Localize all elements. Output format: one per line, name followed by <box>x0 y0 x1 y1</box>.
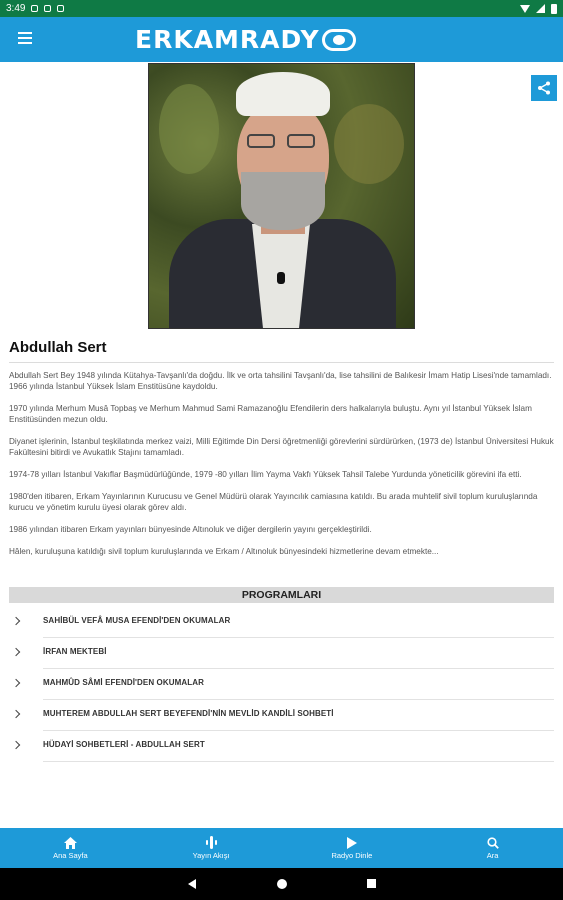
home-button[interactable] <box>277 879 287 889</box>
bio-paragraph: 1980'den itibaren, Erkam Yayınlarının Kurucusu ve Genel Müdürü olarak Yayıncılık camiasına katıldı. Bu arada muhtelif sivil toplum kuruluşlarında kurucu ve yönetim kurulu üyesi olarak görev aldı. <box>9 492 538 512</box>
program-item[interactable] <box>9 638 554 669</box>
home-icon <box>64 837 77 849</box>
bio-paragraph: 1974-78 yılları İstanbul Vakıflar Başmüdürlüğünde, 1979 -80 yılları İlim Yayma Vakfı Yüksek Tahsil Talebe Yurdunda yöneticilik görevini ifa etti. <box>9 470 522 479</box>
wifi-icon <box>520 5 530 13</box>
program-label: SAHİBÜL VEFÂ MUSA EFENDİ'DEN OKUMALAR <box>43 616 231 625</box>
clock: 3:49 <box>6 3 26 14</box>
nav-schedule[interactable] <box>141 828 282 868</box>
nav-listen[interactable] <box>282 828 423 868</box>
chevron-right-icon <box>12 710 20 718</box>
system-navigation-bar <box>0 868 563 900</box>
broadcast-icon <box>205 836 218 849</box>
program-label: MAHMÛD SÂMİ EFENDİ'DEN OKUMALAR <box>43 678 204 687</box>
program-item[interactable] <box>9 607 554 638</box>
back-button[interactable] <box>188 879 196 889</box>
program-item[interactable] <box>9 731 554 762</box>
programs-header: PROGRAMLARI <box>9 587 554 603</box>
search-icon <box>487 837 499 849</box>
chevron-right-icon <box>12 741 20 749</box>
app-logo[interactable] <box>135 25 430 55</box>
program-item[interactable] <box>9 669 554 700</box>
chevron-right-icon <box>12 617 20 625</box>
status-bar-right <box>520 4 557 14</box>
app-bar <box>0 17 563 62</box>
nav-home[interactable] <box>0 828 141 868</box>
program-item[interactable] <box>9 700 554 731</box>
divider <box>9 362 554 363</box>
notification-icon <box>44 5 51 12</box>
play-icon <box>347 837 357 849</box>
program-label: İRFAN MEKTEBİ <box>43 647 107 656</box>
programs-list <box>9 607 554 762</box>
menu-button[interactable] <box>18 32 32 44</box>
notification-icon <box>57 5 64 12</box>
bio-paragraph: Abdullah Sert Bey 1948 yılında Kütahya-Tavşanlı'da doğdu. İlk ve orta tahsilini Tavşanlı'da, lise tahsilini de Balıkesir İmam Hatip Lisesi'nde tamamladı. 1966 yılında İstanbul Yüksek İslam Enstitüsüne kaydoldu. <box>9 371 552 391</box>
battery-icon <box>551 4 557 14</box>
bio-paragraph: Hâlen, kuruluşuna katıldığı sivil toplum kuruluşlarında ve Erkam / Altınoluk bünyesindeki hizmetlerine devam etmekte... <box>9 547 439 556</box>
profile-photo <box>148 63 415 329</box>
profile-name: Abdullah Sert <box>9 339 107 356</box>
hamburger-icon <box>18 32 32 34</box>
program-label: HÜDAYİ SOHBETLERİ - ABDULLAH SERT <box>43 740 205 749</box>
share-icon <box>537 81 551 95</box>
signal-icon <box>536 4 545 13</box>
bio-paragraph: 1986 yılından itibaren Erkam yayınları bünyesinde Altınoluk ve diğer dergilerin yayını gerçekleştirildi. <box>9 525 372 534</box>
status-bar-left <box>6 3 64 14</box>
notification-icon <box>31 5 38 12</box>
bio-paragraph: Diyanet işlerinin, İstanbul teşkilatında merkez vaizi, Milli Eğitimde Din Dersi öğretmenliği görevlerini sürdürürken, (1973 de) İstanbul Üniversitesi Hukuk Fakültesini bitirdi ve Avukatlık Stajını tamamladı. <box>9 437 554 457</box>
nav-search-label: Ara <box>486 851 499 860</box>
nav-listen-label: Radyo Dinle <box>331 851 373 860</box>
chevron-right-icon <box>12 648 20 656</box>
program-label: MUHTEREM ABDULLAH SERT BEYEFENDİ'NİN MEVLİD KANDİLİ SOHBETİ <box>43 709 334 718</box>
logo-mark-icon <box>322 29 356 51</box>
chevron-right-icon <box>12 679 20 687</box>
nav-home-label: Ana Sayfa <box>53 851 88 860</box>
logo-text: ERKAMRADY <box>135 25 320 54</box>
recent-apps-button[interactable] <box>367 879 376 888</box>
nav-schedule-label: Yayın Akışı <box>192 851 230 860</box>
bio-paragraph: 1970 yılında Merhum Musâ Topbaş ve Merhum Mahmud Sami Ramazanoğlu Efendilerin ders halkalarıyla buluştu. Aynı yıl İstanbul Yüksek İslam Enstitüsünden mezun oldu. <box>9 404 532 424</box>
bottom-navigation <box>0 828 563 868</box>
nav-search[interactable] <box>422 828 563 868</box>
share-button[interactable] <box>531 75 557 101</box>
status-bar <box>0 0 563 17</box>
profile-bio <box>9 370 554 568</box>
